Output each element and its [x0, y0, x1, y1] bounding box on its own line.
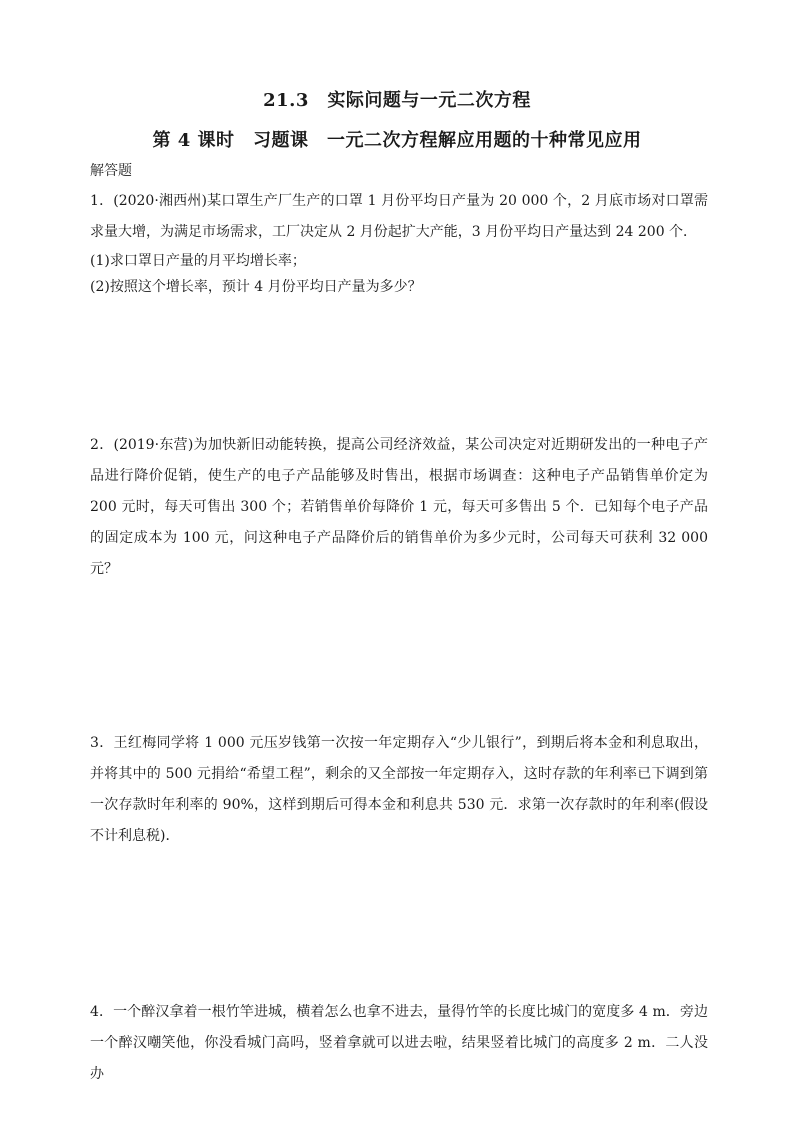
- problem-1: [90, 186, 708, 300]
- section-title: 21.3 实际问题与一元二次方程: [263, 90, 531, 111]
- problem-2-text: 2．(2019·东营)为加快新旧动能转换，提高公司经济效益，某公司决定对近期研发出的一种电子产品进行降价促销，使生产的电子产品能够及时售出，根据市场调查：这种电子产品销售单价定为 200 元时，每天可售出 300 个；若销售单价每降价 1 元，每天可多售出 5 个．已知每个电子产品的固定成本为 100 元，问这种电子产品降价后的销售单价为多少元时，公司每天可获利 32 000 元？: [90, 437, 708, 577]
- problem-4: [90, 997, 708, 1090]
- problem-3-text: 3．王红梅同学将 1 000 元压岁钱第一次按一年定期存入“少儿银行”，到期后将本金和利息取出，并将其中的 500 元捐给“希望工程”，剩余的又全部按一年定期存入，这时存款的年利率已下调到第一次存款时年利率的 90%，这样到期后可得本金和利息共 530 元．求第一次存款时的年利率(假设不计利息税)．: [90, 735, 708, 844]
- lesson-title: 第 4 课时 习题课 一元二次方程解应用题的十种常见应用: [152, 130, 642, 151]
- problem-1-part-1: (1)求口罩日产量的月平均增长率；: [90, 253, 306, 269]
- problem-4-text: 4．一个醉汉拿着一根竹竿进城，横着怎么也拿不进去，量得竹竿的长度比城门的宽度多 4 m．旁边一个醉汉嘲笑他，你没看城门高吗，竖着拿就可以进去啦，结果竖着比城门的高度多 2 m．二人没办: [90, 1004, 708, 1082]
- question-type-label: 解答题: [90, 163, 132, 179]
- problem-2: [90, 430, 708, 585]
- problem-3: [90, 728, 708, 852]
- problem-1-text: 1．(2020·湘西州)某口罩生产厂生产的口罩 1 月份平均日产量为 20 000 个，2 月底市场对口罩需求量大增，为满足市场需求，工厂决定从 2 月份起扩大产能，3 月份平均日产量达到 24 200 个．: [90, 193, 708, 240]
- problem-1-part-2: (2)按照这个增长率，预计 4 月份平均日产量为多少？: [90, 279, 422, 295]
